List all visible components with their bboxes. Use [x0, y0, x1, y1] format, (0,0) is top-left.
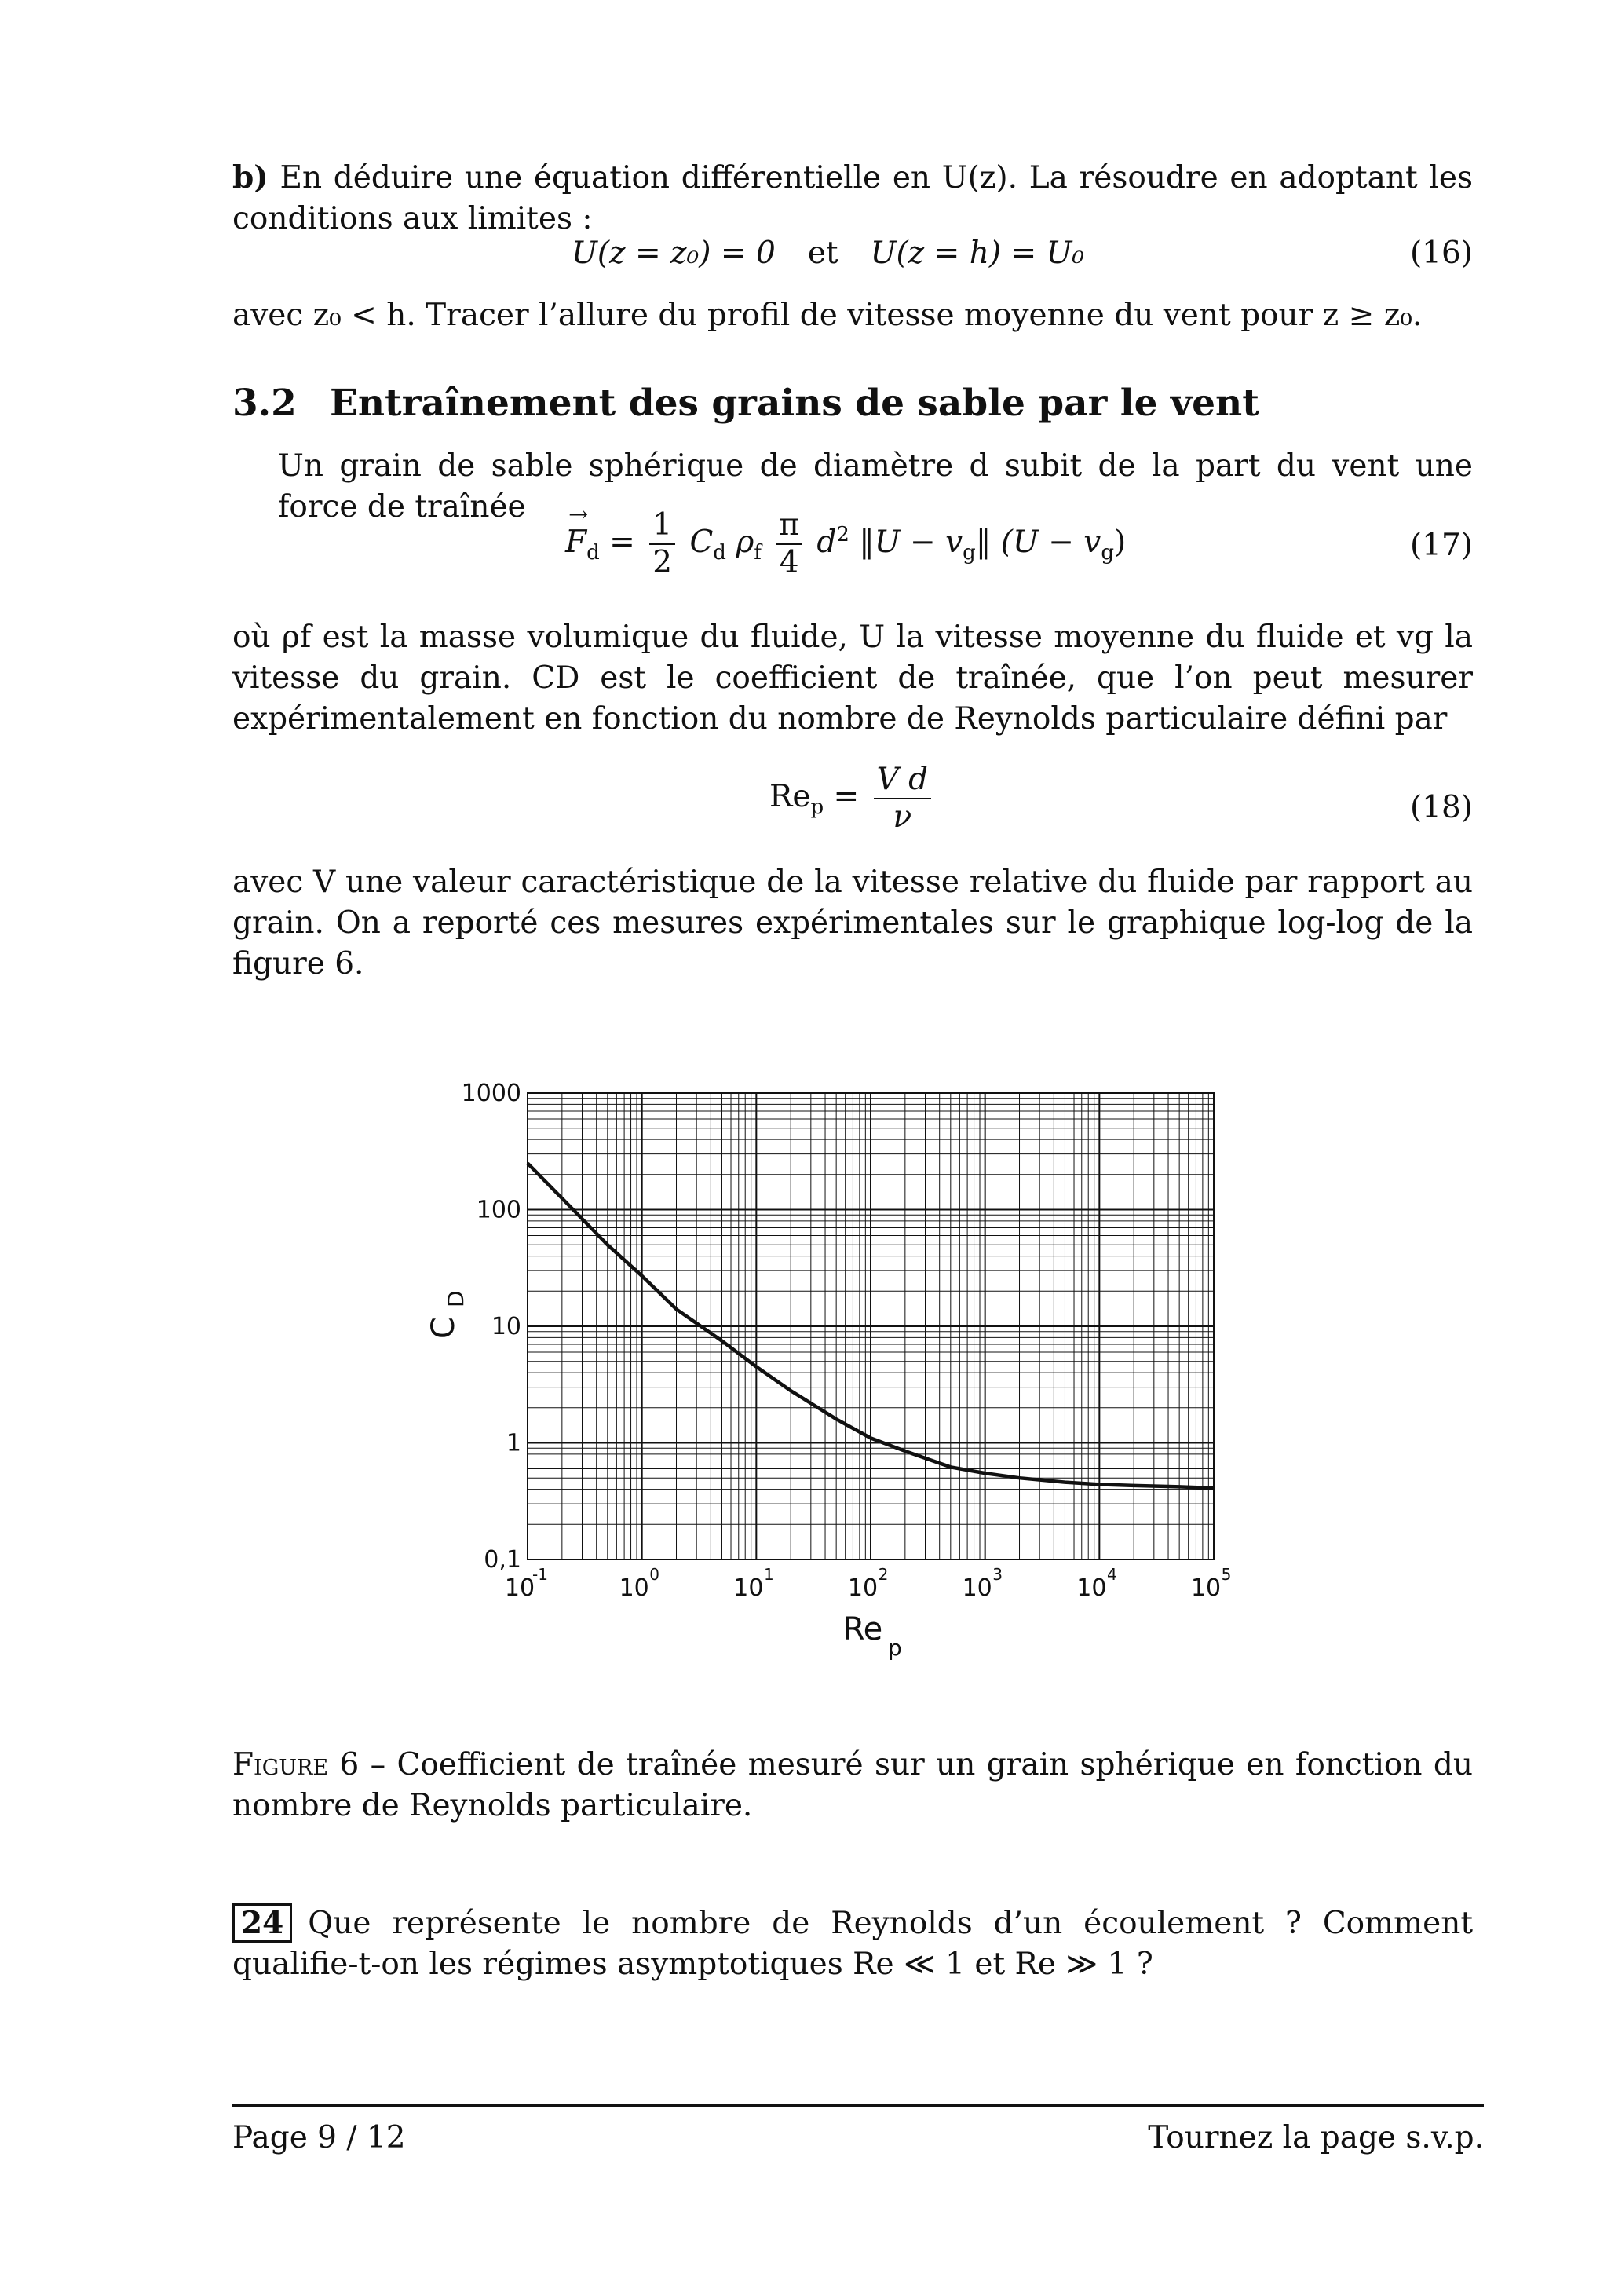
- x-tick-label: 10: [962, 1574, 992, 1602]
- part-b-text: En déduire une équation différentielle en U(z). La résoudre en adoptant les conditions aux limites :: [232, 160, 1473, 236]
- part-b-paragraph: [232, 157, 1473, 239]
- x-label-text: Re: [842, 1611, 883, 1647]
- equation-17: [565, 507, 1126, 581]
- y-label-group: [426, 1290, 469, 1339]
- footer-turn-page: Tournez la page s.v.p.: [1148, 2120, 1484, 2155]
- eq17-pi4: [776, 507, 802, 581]
- x-tick-label: 10: [1076, 1574, 1107, 1602]
- eq16-left: U(z = z₀) = 0: [572, 236, 776, 271]
- eq18-lhs: Re: [769, 779, 811, 814]
- y-label-text: C: [426, 1317, 462, 1339]
- x-tick-exponent: 4: [1106, 1565, 1117, 1584]
- equation-18: [769, 762, 936, 835]
- eq16-right: U(z = h) = U₀: [870, 236, 1085, 271]
- eq18-equals: =: [833, 779, 860, 814]
- chart-grid: [528, 1093, 1214, 1559]
- eq18-num: V d: [874, 762, 932, 799]
- paragraph-3: avec V une valeur caractéristique de la vitesse relative du fluide par rapport au grain. On a reporté ces mesures expérimentales sur le graphique log-log de la figure 6.: [232, 865, 1473, 982]
- eq17-d-sup: 2: [836, 523, 849, 547]
- eq18-number: (18): [1409, 790, 1473, 825]
- eq17-Cd-sub: d: [713, 540, 726, 565]
- eq17-paren-end: ): [1113, 525, 1127, 560]
- x-tick-label: 10: [504, 1574, 535, 1602]
- eq17-half-den: 2: [652, 545, 673, 580]
- footer-page-number: Page 9 / 12: [232, 2120, 406, 2155]
- x-tick-label: 10: [619, 1574, 649, 1602]
- x-tick-exponent: -1: [532, 1565, 548, 1584]
- question-text: Que représente le nombre de Reynolds d’un écoulement ? Comment qualifie-t-on les régimes asymptotiques Re ≪ 1 et Re ≫ 1 ?: [232, 1906, 1473, 1982]
- section-title: Entraînement des grains de sable par le vent: [330, 382, 1259, 425]
- y-label-sub: D: [443, 1290, 469, 1307]
- x-tick-exponent: 2: [878, 1565, 889, 1584]
- eq17-paren: (U − v: [1000, 525, 1101, 560]
- eq17-paren-sub: g: [1101, 540, 1114, 565]
- y-tick-label: 10: [491, 1313, 521, 1340]
- x-tick-exponent: 5: [1221, 1565, 1232, 1584]
- x-label-sub: p: [888, 1635, 902, 1661]
- x-axis-label: [843, 1611, 902, 1661]
- eq17-equals: =: [609, 525, 635, 560]
- y-tick-label: 100: [476, 1196, 521, 1224]
- x-tick-labels: [505, 1565, 1231, 1602]
- eq17-F: → F: [565, 525, 586, 560]
- question-number: 24: [232, 1903, 292, 1943]
- x-tick-label: 10: [847, 1574, 879, 1602]
- x-tick-label: 10: [1190, 1574, 1222, 1602]
- eq16-mid: et: [807, 236, 838, 271]
- eq17-rho: ρ: [736, 525, 754, 560]
- paragraph-2: où ρf est la masse volumique du fluide, U la vitesse moyenne du fluide et vg la vitesse du grain. CD est le coefficient de traînée, que l’on peut mesurer expérimentalement en fonction du nombre de Reynolds particulaire défini par: [232, 620, 1473, 737]
- eq17-pi-den: 4: [779, 545, 799, 580]
- eq17-d: d: [816, 525, 837, 560]
- section-number: 3.2: [232, 382, 297, 425]
- eq18-lhs-sub: p: [810, 795, 824, 819]
- eq17-rho-sub: f: [754, 540, 762, 565]
- x-tick-exponent: 0: [649, 1565, 660, 1584]
- eq16-number: (16): [1409, 236, 1473, 271]
- y-tick-labels: [462, 1080, 521, 1574]
- x-tick-exponent: 1: [763, 1565, 774, 1584]
- question-24: [232, 1903, 1473, 1985]
- eq18-frac: [874, 762, 932, 835]
- eq17-Cd: C: [689, 525, 714, 560]
- y-axis-label: [426, 1290, 469, 1339]
- footer-rule: [232, 2104, 1484, 2107]
- x-tick-label: 10: [733, 1574, 764, 1602]
- eq17-half-num: 1: [649, 507, 675, 545]
- part-b-after: avec z₀ < h. Tracer l’allure du profil de vitesse moyenne du vent pour z ≥ z₀.: [232, 298, 1423, 333]
- section-heading: [232, 382, 1259, 425]
- eq17-pi-num: π: [776, 507, 802, 545]
- equation-16: [572, 236, 1084, 271]
- eq17-F-sub: d: [586, 540, 600, 565]
- eq17-number: (17): [1409, 528, 1473, 563]
- eq17-norm-sub: g: [963, 540, 976, 565]
- drag-coefficient-chart: [393, 1052, 1256, 1665]
- figure-caption: [232, 1745, 1473, 1826]
- y-tick-label: 1: [506, 1429, 521, 1457]
- eq17-norm: ‖U − v: [859, 525, 963, 560]
- eq18-den: ν: [893, 799, 912, 835]
- eq17-norm-end: ‖: [975, 525, 992, 560]
- y-tick-label: 1000: [461, 1080, 521, 1107]
- caption-text: – Coefficient de traînée mesuré sur un grain sphérique en fonction du nombre de Reynolds particulaire.: [232, 1747, 1473, 1823]
- x-tick-exponent: 3: [992, 1565, 1003, 1584]
- y-tick-label: 0,1: [484, 1546, 521, 1574]
- caption-label: Figure 6: [232, 1747, 360, 1782]
- eq17-half: [649, 507, 675, 581]
- part-b-label: b): [232, 159, 269, 196]
- intro-paragraph: Un grain de sable sphérique de diamètre d subit de la part du vent une force de traînée: [278, 448, 1473, 525]
